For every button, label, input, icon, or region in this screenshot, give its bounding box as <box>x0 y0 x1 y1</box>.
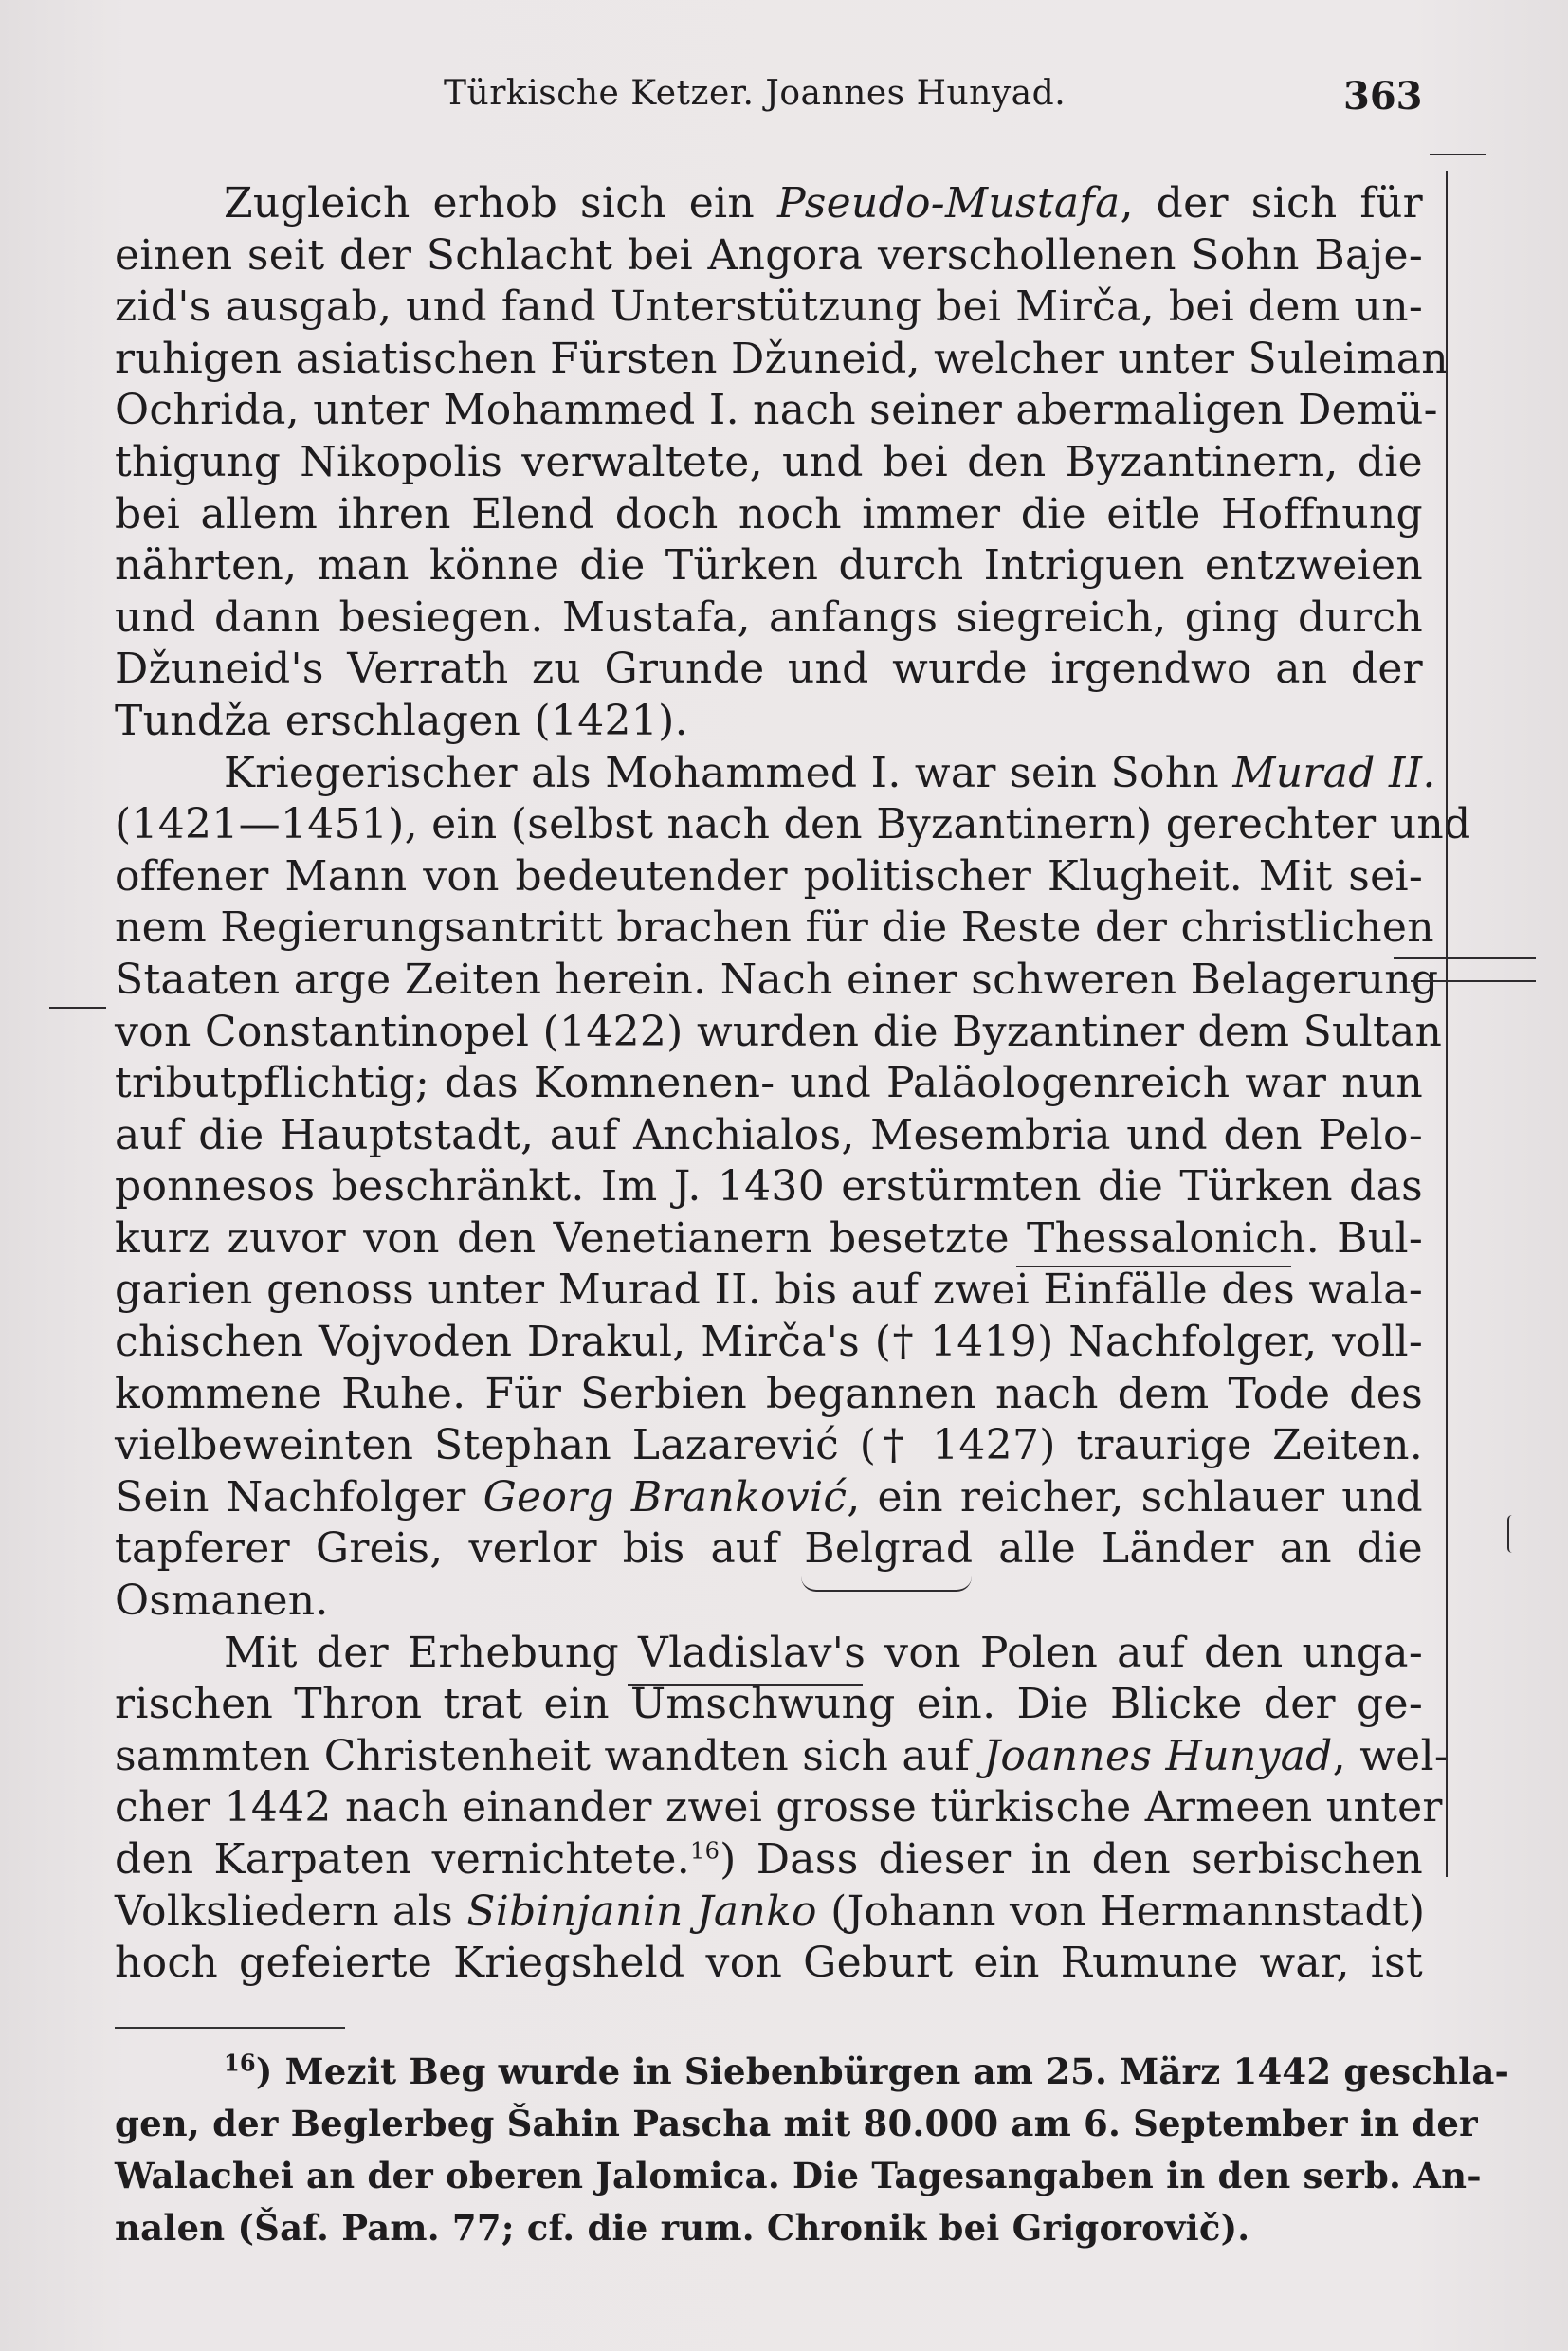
text-line: Ochrida, unter Mohammed I. nach seiner abermaligen Demü- <box>115 386 1438 435</box>
text-line: sammten Christenheit wandten sich auf Joannes Hunyad, wel- <box>115 1731 1449 1780</box>
text-line: zid's ausgab, und fand Unterstützung bei Mirča, bei dem un- <box>115 282 1423 332</box>
text-line: ponnesos beschränkt. Im J. 1430 erstürmten die Türken das <box>115 1162 1423 1212</box>
text-line: garien genoss unter Murad II. bis auf zwei Einfälle des wala- <box>115 1266 1423 1315</box>
text-line: einen seit der Schlacht bei Angora verschollenen Sohn Baje- <box>115 230 1423 280</box>
text-line: tapferer Greis, verlor bis auf Belgrad alle Länder an die <box>115 1524 1423 1574</box>
margin-dash-left <box>49 1007 106 1009</box>
text-line: Zugleich erhob sich ein Pseudo-Mustafa, der sich für <box>224 179 1423 228</box>
text-line: Mit der Erhebung Vladislav's von Polen auf den unga- <box>224 1628 1423 1677</box>
footnotes <box>115 2046 1510 2254</box>
text-line: vielbeweinten Stephan Lazarević († 1427) traurige Zeiten. <box>115 1421 1423 1470</box>
text-line: von Constantinopel (1422) wurden die Byzantiner dem Sultan <box>115 1007 1443 1056</box>
running-head: Türkische Ketzer. Joannes Hunyad. <box>444 74 1067 113</box>
text-line: nährten, man könne die Türken durch Intriguen entzweien <box>115 541 1423 591</box>
text-line: tributpflichtig; das Komnenen- und Paläologenreich war nun <box>115 1059 1423 1108</box>
text-line: Sein Nachfolger Georg Branković, ein reicher, schlauer und <box>115 1472 1423 1522</box>
page-header <box>0 74 1568 131</box>
text-line: und dann besiegen. Mustafa, anfangs siegreich, ging durch <box>115 592 1423 642</box>
text-line: kurz zuvor von den Venetianern besetzte Thessalonich. Bul- <box>115 1213 1423 1263</box>
margin-bracket-top <box>1430 154 1486 155</box>
footnote-line: gen, der Beglerbeg Šahin Pascha mit 80.000 am 6. September in der <box>115 2103 1478 2144</box>
margin-dash-right <box>1394 957 1536 959</box>
underline-belgrad <box>801 1576 972 1592</box>
page-number: 363 <box>1343 74 1423 118</box>
text-line: Volksliedern als Sibinjanin Janko (Johann von Hermannstadt) <box>115 1886 1426 1936</box>
text-line: Tundža erschlagen (1421). <box>115 696 688 745</box>
text-line: bei allem ihren Elend doch noch immer die eitle Hoffnung <box>115 489 1423 538</box>
text-line: rischen Thron trat ein Umschwung ein. Die Blicke der ge- <box>115 1680 1423 1729</box>
text-line: auf die Hauptstadt, auf Anchialos, Mesembria und den Pelo- <box>115 1110 1423 1159</box>
text-line: Staaten arge Zeiten herein. Nach einer schweren Belagerung <box>115 955 1439 1004</box>
margin-squiggle <box>1507 1515 1517 1553</box>
margin-dash-right-2 <box>1411 980 1536 982</box>
text-line: kommene Ruhe. Für Serbien begannen nach dem Tode des <box>115 1369 1423 1418</box>
text-line: ruhigen asiatischen Fürsten Džuneid, welcher unter Suleiman <box>115 334 1449 383</box>
body-text <box>115 178 1471 1990</box>
text-line: cher 1442 nach einander zwei grosse türkische Armeen unter <box>115 1783 1443 1832</box>
margin-line-right <box>1446 171 1448 1877</box>
footnote-line: nalen (Šaf. Pam. 77; cf. die rum. Chronik bei Grigorovič). <box>115 2207 1250 2249</box>
text-line: nem Regierungsantritt brachen für die Reste der christlichen <box>115 903 1434 953</box>
text-line: offener Mann von bedeutender politischer Klugheit. Mit sei- <box>115 851 1423 901</box>
text-line: Kriegerischer als Mohammed I. war sein Sohn Murad II. <box>224 748 1436 797</box>
footnote-rule <box>115 2027 345 2029</box>
footnote-line: $^{16}$) Mezit Beg wurde in Siebenbürgen am 25. März 1442 geschla- <box>224 2049 1510 2092</box>
text-line: thigung Nikopolis verwaltete, und bei den Byzantinern, die <box>115 437 1423 486</box>
text-line: den Karpaten vernichtete.$^{16}$) Dass dieser in den serbischen <box>115 1835 1424 1884</box>
text-line: (1421—1451), ein (selbst nach den Byzantinern) gerechter und <box>115 800 1471 849</box>
underline-thessalonich <box>1016 1266 1291 1267</box>
text-line: chischen Vojvoden Drakul, Mirča's († 1419) Nachfolger, voll- <box>115 1318 1423 1367</box>
footnote-line: Walachei an der oberen Jalomica. Die Tagesangaben in den serb. An- <box>115 2155 1482 2196</box>
text-line: Džuneid's Verrath zu Grunde und wurde irgendwo an der <box>115 645 1423 694</box>
underline-vladislav <box>628 1684 863 1686</box>
text-line: hoch gefeierte Kriegsheld von Geburt ein Rumune war, ist <box>115 1939 1423 1988</box>
text-line: Osmanen. <box>115 1576 329 1626</box>
